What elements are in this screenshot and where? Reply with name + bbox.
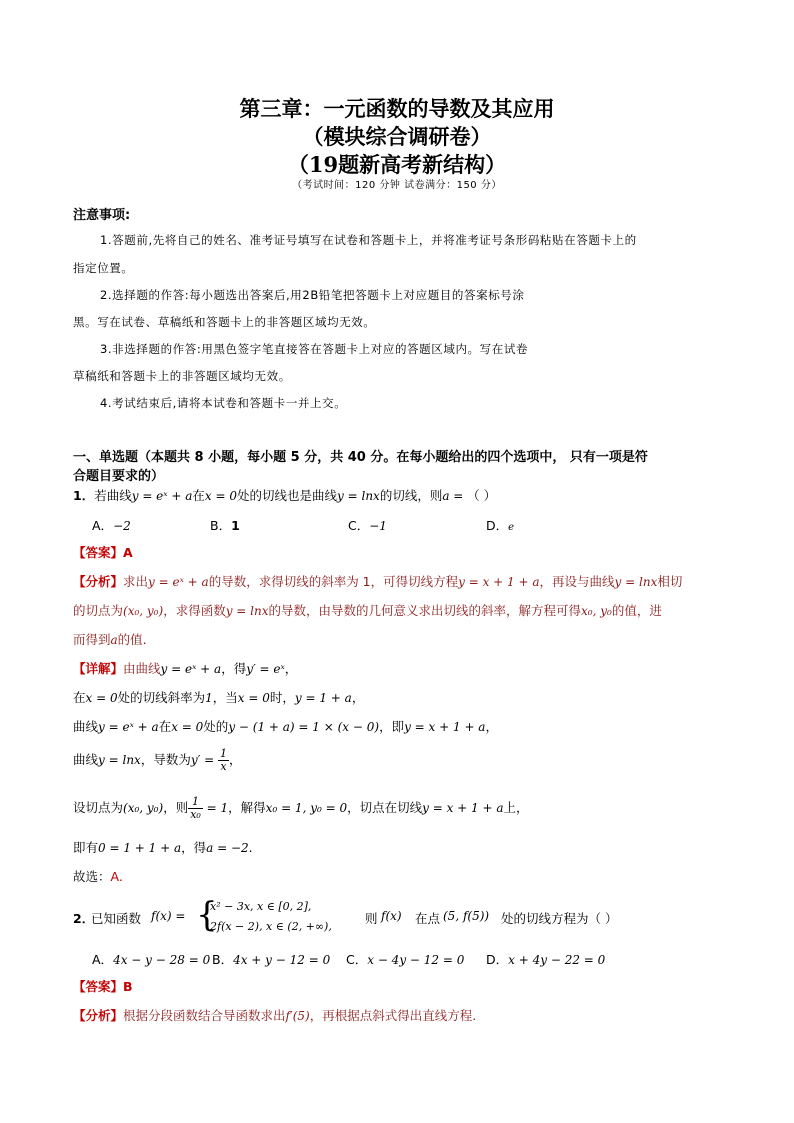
analysis-line-2: 的切点为(x₀, y₀)，求得函数y = lnx的导数，由导数的几何意义求出切线的斜率，解方程可得x₀, y₀的值，进: [73, 603, 662, 618]
notice-item: 指定位置。: [73, 261, 134, 275]
answer-line: 【答案】B: [73, 979, 133, 994]
notice-item: 1.答题前,先将自己的姓名、准考证号填写在试卷和答题卡上，并将准考证号条形码粘贴在答题卡上的: [100, 233, 637, 247]
notice-item: 3.非选择题的作答:用黑色签字笔直接答在答题卡上对应的答题区域内。写在试卷: [100, 342, 529, 356]
page-subtitle-structure: （19题新高考新结构）: [287, 152, 507, 177]
option-b: B．1: [210, 518, 240, 533]
notice-item: 2.选择题的作答:每小题选出答案后,用2B铅笔把答题卡上对应题目的答案标号涂: [100, 288, 525, 302]
option-d: D．x + 4y − 22 = 0: [486, 952, 606, 967]
exam-page: 第三章：一元函数的导数及其应用 （模块综合调研卷） （19题新高考新结构） （考试时间：120 分钟 试卷满分：150 分） 注意事项: 1.答题前,先将自己的姓名、准考证号填写在试卷和答题卡上，并将准考证号条形码粘贴在答题卡上的 指定位置。 2.选择题的作答:每小题选出答案后,用2B铅笔把答题卡上对应题目的答案标号涂 黑。写在试卷、草稿纸和答题卡上的非答题区域均无效。 3.非选择题的作答:用黑色签字笔直接答在答题卡上对应的答题区域内。写在试卷 草稿纸和答题卡上的非答题区域均无效。 4.考试结束后,请将本试卷和答题卡一并上交。 一、单选题（本题共 8 小题，每小题 5 分，共 40 分。在每小题给出的四个选项中， 只有一项是符 合题目要求的） 1．若曲线y = eˣ + a在x = 0处的切线也是曲线y = lnx的切线，则a = （ ） A．−2 B．1 C．−1 D．e 【答案】A 【分析】求出y = eˣ + a的导数，求得切线的斜率为 1，可得切线方程y = x + 1 + a，再设与曲线y = lnx相切 的切点为(x₀, y₀)，求得函数y = lnx的导数，由导数的几何意义求出切线的斜率，解方程可得x₀, y₀的值，进 而得到a的值. 【详解】由曲线y = eˣ + a，得y′ = eˣ， 在x = 0处的切线斜率为1，当x = 0时，y = 1 + a， 曲线y = eˣ + a在x = 0处的y − (1 + a) = 1 × (x − 0)，即y = x + 1 + a， 曲线y = lnx，导数为y′ = $\frac{1}{x}$ ， 设切点为(x₀, y₀)，则 $\frac{1}{\text{x₀}}$ = 1，解得x₀ = 1, y₀ = 0，切点在切线y = x + 1 + a上， 即有0 = 1 + 1 + a，得a = −2. 故选：A. 2． 已知函数 f(x) = { x² − 3x, x ∈ [0, 2], 2f(x − 2), x ∈ (2, +∞), 则 f(x) 在点 (5, f(5)) 处的切线方程为（ ） A．4x − y − 28 = 0 B．4x + y − 12 = 0 C．x − 4y − 12 = 0 D．x + 4y − 22 = 0 【答案】B 【分析】根据分段函数结合导函数求出f′(5)，再根据点斜式得出直线方程.: [0, 0, 794, 1123]
detail-line-5: 设切点为(x₀, y₀)，则 $\frac{1}{\text{x₀}}$ = 1，解得x₀ = 1, y₀ = 0，切点在切线y = x + 1 + a上，: [73, 795, 529, 821]
notice-item: 草稿纸和答题卡上的非答题区域均无效。: [73, 369, 291, 383]
section-heading-cont: 合题目要求的）: [73, 469, 165, 484]
option-a: A．4x − y − 28 = 0: [92, 952, 211, 967]
choose-line: 故选：A.: [73, 869, 123, 884]
section-heading: 一、单选题（本题共 8 小题，每小题 5 分，共 40 分。在每小题给出的四个选项中， 只有一项是符: [73, 450, 648, 465]
exam-info: （考试时间：120 分钟 试卷满分：150 分）: [292, 180, 502, 191]
option-c: C．−1: [348, 518, 387, 533]
detail-line-2: 在x = 0处的切线斜率为1，当x = 0时，y = 1 + a，: [73, 690, 365, 705]
notice-item: 黑。写在试卷、草稿纸和答题卡上的非答题区域均无效。: [73, 315, 376, 329]
detail-line-4: 曲线y = lnx，导数为y′ = $\frac{1}{x}$ ，: [73, 747, 242, 773]
question-1-stem: 1．若曲线y = eˣ + a在x = 0处的切线也是曲线y = lnx的切线，则a = （ ）: [73, 488, 497, 503]
question-number: 1．: [73, 488, 95, 503]
option-d: D．e: [486, 518, 515, 533]
fraction: $\frac{1}{\text{x₀}}$: [190, 795, 201, 821]
page-title: 第三章：一元函数的导数及其应用: [239, 96, 555, 121]
detail-line-3: 曲线y = eˣ + a在x = 0处的y − (1 + a) = 1 × (x − 0)，即y = x + 1 + a，: [73, 719, 498, 734]
option-b: B．4x + y − 12 = 0: [212, 952, 331, 967]
page-subtitle: （模块综合调研卷）: [302, 124, 492, 149]
piecewise-brace: {: [196, 895, 218, 935]
analysis-line: 【分析】根据分段函数结合导函数求出f′(5)，再根据点斜式得出直线方程.: [73, 1008, 477, 1023]
option-c: C．x − 4y − 12 = 0: [346, 952, 465, 967]
option-a: A．−2: [92, 518, 131, 533]
detail-line-1: 【详解】由曲线y = eˣ + a，得y′ = eˣ，: [73, 661, 298, 676]
question-number: 2．: [73, 911, 95, 926]
notice-heading: 注意事项:: [73, 208, 131, 223]
notice-item: 4.考试结束后,请将本试卷和答题卡一并上交。: [100, 396, 347, 410]
fraction: $\frac{1}{x}$: [220, 747, 228, 773]
detail-line-6: 即有0 = 1 + 1 + a，得a = −2.: [73, 840, 253, 855]
analysis-line-3: 而得到a的值.: [73, 632, 147, 647]
analysis-line-1: 【分析】求出y = eˣ + a的导数，求得切线的斜率为 1，可得切线方程y = x + 1 + a，再设与曲线y = lnx相切: [73, 574, 683, 589]
answer-line: 【答案】A: [73, 545, 133, 560]
